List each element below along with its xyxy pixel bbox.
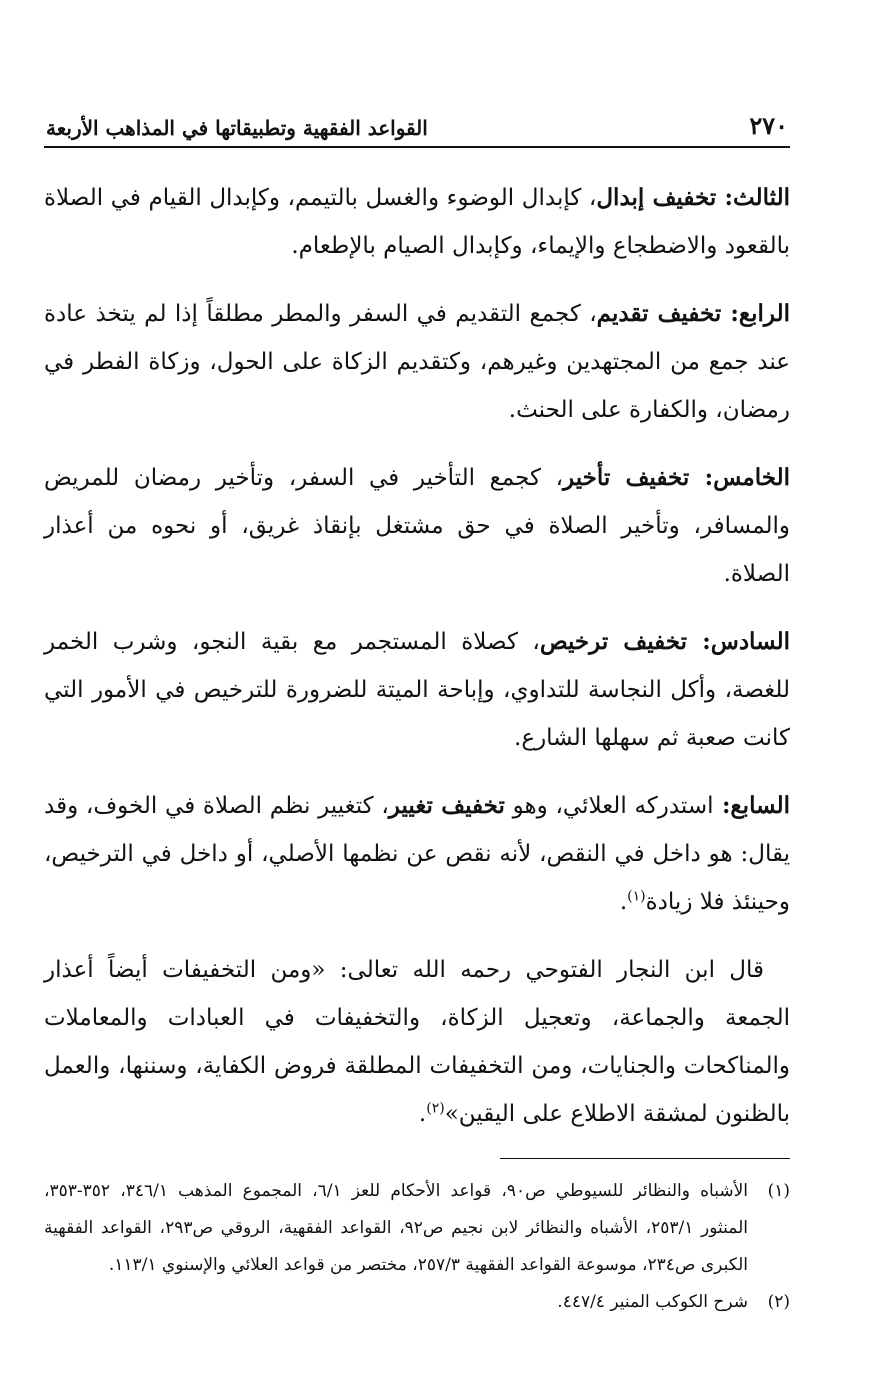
book-title: القواعد الفقهية وتطبيقاتها في المذاهب الأربعة (46, 116, 428, 140)
body-text (44, 174, 790, 1138)
paragraph-end: . (619, 889, 628, 915)
paragraph-label: الخامس: (689, 464, 790, 491)
footnotes (44, 1173, 790, 1321)
paragraph-label: الثالث: (716, 184, 790, 211)
paragraph-term: تخفيف ترخيص (539, 628, 688, 655)
footnote-number: (٢) (767, 1292, 790, 1312)
paragraph-text: ، كإبدال الوضوء والغسل بالتيمم، وكإبدال القيام في الصلاة بالقعود والاضطجاع والإيماء، وكإبدال الصيام بالإطعام. (44, 185, 790, 259)
paragraph-term: تخفيف تغيير (388, 792, 505, 819)
running-header (44, 100, 790, 148)
paragraph-term: تخفيف إبدال (596, 184, 717, 211)
footnote-number: (١) (767, 1181, 790, 1201)
footnote-reference[interactable]: (٢) (426, 1100, 445, 1117)
paragraph-text: ، كصلاة المستجمر مع بقية النجو، وشرب الخمر للغصة، وأكل النجاسة للتداوي، وإباحة الميتة للضرورة للترخيص في الأمور التي كانت صعبة ثم سهلها الشارع. (44, 629, 790, 751)
footnote-item (44, 1173, 790, 1284)
paragraph-text: ، كجمع التأخير في السفر، وتأخير رمضان للمريض والمسافر، وتأخير الصلاة في حق مشتغل بإنقاذ غريق، أو نحوه من أعذار الصلاة. (44, 465, 790, 587)
paragraph-fourth (44, 290, 790, 434)
footnote-text: الأشباه والنظائر للسيوطي ص٩٠، قواعد الأحكام للعز ٦/١، المجموع المذهب ٣٤٦/١، ٣٥٢-٣٥٣، المنثور ٢٥٣/١، الأشباه والنظائر لابن نجيم ص٩٢، القواعد الفقهية، الروقي ص٢٩٣، القواعد الفقهية الكبرى ص٢٣٤، موسوعة القواعد الفقهية ٢٥٧/٣، مختصر من قواعد العلائي والإسنوي ١١٣/١. (44, 1181, 749, 1275)
quote-text: قال ابن النجار الفتوحي رحمه الله تعالى: «ومن التخفيفات أيضاً أعذار الجمعة والجماعة، وتعجيل الزكاة، والتخفيفات في العبادات والمعاملات والمناكحات والجنايات، ومن التخفيفات المطلقة فروض الكفاية، وسننها، والعمل بالظنون لمشقة الاطلاع على اليقين» (44, 957, 790, 1127)
paragraph-text-before: استدركه العلائي، وهو (504, 793, 714, 819)
paragraph-label: السابع: (713, 792, 790, 819)
quote-paragraph (44, 946, 790, 1138)
paragraph-text: ، كتغيير نظم الصلاة في الخوف، وقد يقال: هو داخل في النقص، لأنه نقص عن نظمها الأصلي، أو داخل في الترخيص، وحينئذ فلا زيادة (44, 793, 790, 915)
paragraph-fifth (44, 454, 790, 598)
paragraph-term: تخفيف تأخير (563, 464, 690, 491)
footnote-item (44, 1284, 790, 1321)
quote-end: . (418, 1101, 427, 1127)
paragraph-sixth (44, 618, 790, 762)
paragraph-seventh (44, 782, 790, 926)
paragraph-term: تخفيف تقديم (596, 300, 722, 327)
paragraph-label: الرابع: (721, 300, 790, 327)
page-number: ٢٧٠ (749, 111, 788, 140)
paragraph-third (44, 174, 790, 270)
footnote-separator (500, 1158, 790, 1159)
book-page (44, 100, 790, 1321)
paragraph-label: السادس: (687, 628, 790, 655)
footnote-text: شرح الكوكب المنير ٤٤٧/٤. (557, 1292, 748, 1312)
footnote-reference[interactable]: (١) (627, 888, 646, 905)
paragraph-text: ، كجمع التقديم في السفر والمطر مطلقاً إذا لم يتخذ عادة عند جمع من المجتهدين وغيرهم، وكتقديم الزكاة على الحول، وزكاة الفطر في رمضان، والكفارة على الحنث. (44, 301, 790, 423)
